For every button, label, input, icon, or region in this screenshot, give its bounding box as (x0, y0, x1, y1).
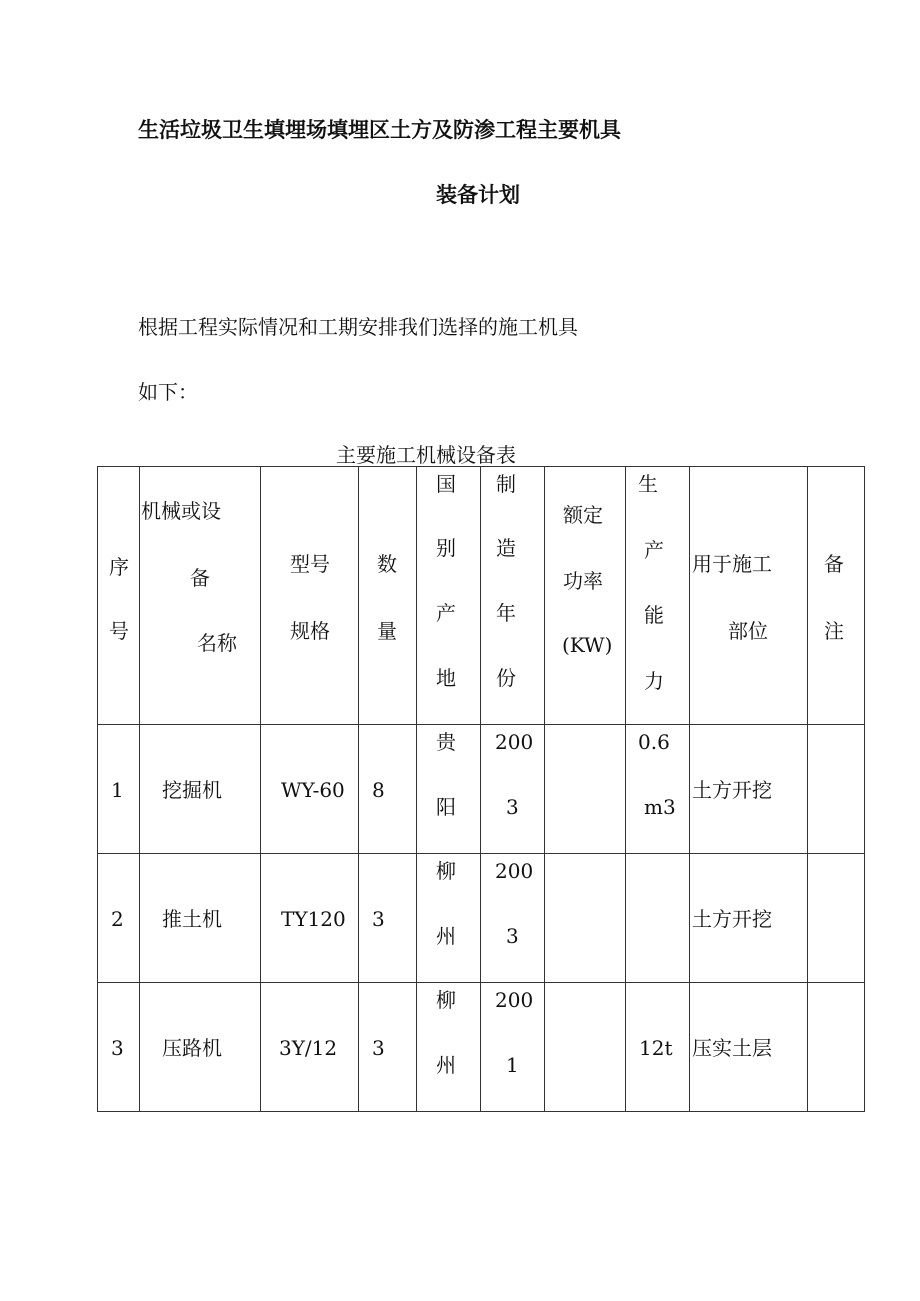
document-title-line2: 装备计划 (436, 183, 520, 207)
header-qty-line: 数 (377, 552, 397, 576)
cell-model (261, 854, 359, 983)
header-origin-line: 别 (436, 536, 456, 560)
table-header-row (98, 467, 865, 725)
header-power-line: (KW) (562, 633, 613, 657)
cell-usage (690, 983, 808, 1112)
cell-capacity-line: 12t (639, 1036, 673, 1060)
header-year-line: 年 (496, 601, 516, 625)
cell-remark (808, 854, 865, 983)
cell-year-line: 3 (506, 924, 519, 948)
cell-model-text: WY-60 (281, 778, 345, 802)
header-capacity-line: 产 (644, 538, 664, 562)
cell-name (140, 725, 261, 854)
header-capacity (626, 467, 690, 725)
cell-model (261, 725, 359, 854)
header-remark-line: 备 (824, 552, 844, 576)
cell-origin-line: 州 (436, 1053, 456, 1077)
cell-origin (417, 983, 481, 1112)
cell-year-line: 200 (495, 988, 534, 1012)
cell-year (481, 725, 545, 854)
header-year-line: 制 (496, 472, 516, 496)
header-origin (417, 467, 481, 725)
header-origin-line: 地 (436, 666, 456, 690)
cell-origin-line: 阳 (436, 795, 456, 819)
intro-paragraph-line1: 根据工程实际情况和工期安排我们选择的施工机具 (138, 315, 578, 339)
header-qty (359, 467, 417, 725)
table-row (98, 854, 865, 983)
cell-qty (359, 983, 417, 1112)
header-power-line: 额定 (563, 503, 603, 527)
header-model-line: 规格 (290, 619, 330, 643)
header-usage-line: 部位 (728, 619, 768, 643)
cell-qty-text: 3 (372, 1036, 385, 1060)
cell-power (545, 983, 626, 1112)
cell-name (140, 854, 261, 983)
intro-paragraph-line2: 如下： (138, 380, 198, 404)
cell-name-text: 压路机 (162, 1036, 222, 1060)
header-remark-line: 注 (824, 619, 844, 643)
cell-year (481, 983, 545, 1112)
cell-year-line: 200 (495, 859, 534, 883)
cell-usage (690, 854, 808, 983)
header-origin-line: 产 (436, 601, 456, 625)
cell-origin-line: 柳 (436, 988, 456, 1012)
cell-usage-text: 土方开挖 (692, 778, 772, 802)
header-capacity-line: 力 (644, 669, 664, 693)
cell-seq (98, 854, 140, 983)
cell-capacity (626, 983, 690, 1112)
cell-name-text: 挖掘机 (162, 778, 222, 802)
cell-model (261, 983, 359, 1112)
header-name-line: 备 (190, 566, 210, 590)
header-power-line: 功率 (563, 569, 603, 593)
cell-capacity (626, 854, 690, 983)
cell-origin-line: 柳 (436, 859, 456, 883)
cell-name (140, 983, 261, 1112)
cell-remark (808, 983, 865, 1112)
header-remark (808, 467, 865, 725)
cell-year-line: 200 (495, 730, 534, 754)
header-usage (690, 467, 808, 725)
header-capacity-line: 生 (638, 472, 658, 496)
cell-year (481, 854, 545, 983)
header-seq-line: 号 (109, 619, 129, 643)
cell-usage-text: 土方开挖 (692, 907, 772, 931)
header-qty-line: 量 (377, 619, 397, 643)
cell-capacity (626, 725, 690, 854)
header-usage-line: 用于施工 (692, 552, 772, 576)
header-year (481, 467, 545, 725)
cell-capacity-line: m3 (644, 795, 676, 819)
cell-usage-text: 压实土层 (692, 1036, 772, 1060)
header-power (545, 467, 626, 725)
cell-qty-text: 3 (372, 907, 385, 931)
header-capacity-line: 能 (644, 603, 664, 627)
header-model (261, 467, 359, 725)
table-row (98, 725, 865, 854)
header-year-line: 造 (496, 536, 516, 560)
cell-origin-line: 贵 (436, 730, 456, 754)
header-model-line: 型号 (290, 552, 330, 576)
document-title-line1: 生活垃圾卫生填埋场填埋区土方及防渗工程主要机具 (138, 118, 621, 142)
cell-model-text: TY120 (281, 907, 346, 931)
cell-usage (690, 725, 808, 854)
cell-seq-text: 2 (111, 907, 124, 931)
header-seq-line: 序 (109, 555, 129, 579)
cell-origin-line: 州 (436, 924, 456, 948)
cell-origin (417, 854, 481, 983)
cell-seq-text: 3 (111, 1036, 124, 1060)
cell-model-text: 3Y/12 (279, 1036, 338, 1060)
cell-capacity-line: 0.6 (638, 730, 670, 754)
cell-origin (417, 725, 481, 854)
cell-name-text: 推土机 (162, 907, 222, 931)
cell-qty (359, 854, 417, 983)
cell-qty-text: 8 (372, 778, 385, 802)
header-seq (98, 467, 140, 725)
header-name (140, 467, 261, 725)
cell-remark (808, 725, 865, 854)
cell-seq (98, 725, 140, 854)
table-caption: 主要施工机械设备表 (336, 443, 516, 467)
cell-power (545, 854, 626, 983)
cell-seq-text: 1 (111, 778, 124, 802)
cell-year-line: 1 (506, 1053, 519, 1077)
header-name-line: 机械或设 (141, 499, 221, 523)
cell-power (545, 725, 626, 854)
equipment-table (97, 466, 865, 1112)
header-origin-line: 国 (436, 472, 456, 496)
cell-qty (359, 725, 417, 854)
table-row (98, 983, 865, 1112)
header-name-line: 名称 (197, 631, 237, 655)
cell-year-line: 3 (506, 795, 519, 819)
cell-seq (98, 983, 140, 1112)
header-year-line: 份 (496, 666, 516, 690)
